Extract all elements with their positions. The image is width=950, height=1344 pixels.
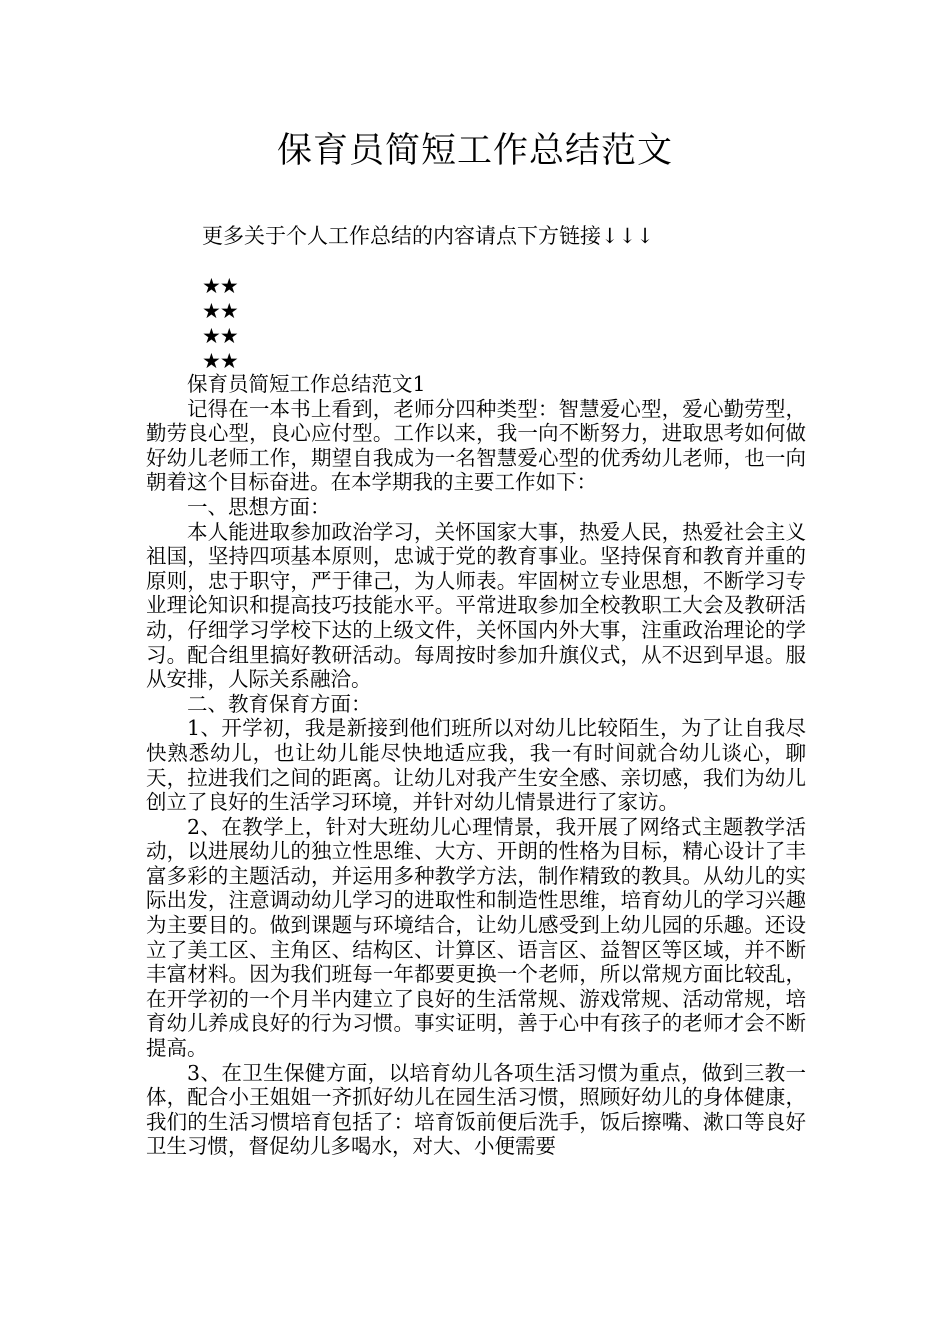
paragraph: 2、在教学上，针对大班幼儿心理情景，我开展了网络式主题教学活动，以进展幼儿的独立性思维、大方、开朗的性格为目标，精心设计了丰富多彩的主题活动，并运用多种教学方法，制作精致的教具。从幼儿的实际出发，注意调动幼儿学习的进取性和制造性思维，培育幼儿的学习兴趣为主要目的。做到课题与环境结合，让幼儿感受到上幼儿园的乐趣。还设立了美工区、主角区、结构区、计算区、语言区、益智区等区域，并不断丰富材料。因为我们班每一年都要更换一个老师，所以常规方面比较乱，在开学初的一个月半内建立了良好的生活常规、游戏常规、活动常规，培育幼儿养成良好的行为习惯。事实证明，善于心中有孩子的老师才会不断提高。 xyxy=(146,814,806,1061)
star-row: ★★ xyxy=(202,274,238,298)
star-row: ★★ xyxy=(202,349,238,373)
star-row: ★★ xyxy=(202,324,238,348)
paragraph: 3、在卫生保健方面，以培育幼儿各项生活习惯为重点，做到三教一体，配合小王姐姐一齐抓好幼儿在园生活习惯，照顾好幼儿的身体健康，我们的生活习惯培育包括了：培育饭前便后洗手，饭后擦嘴、漱口等良好卫生习惯，督促幼儿多喝水，对大、小便需要 xyxy=(146,1060,806,1159)
section-heading: 二、教育保育方面： xyxy=(187,691,372,716)
section-heading: 一、思想方面： xyxy=(187,494,331,519)
document-body xyxy=(146,372,806,1159)
paragraph: 记得在一本书上看到，老师分四种类型：智慧爱心型，爱心勤劳型，勤劳良心型，良心应付型。工作以来，我一向不断努力，进取思考如何做好幼儿老师工作，期望自我成为一名智慧爱心型的优秀幼儿老师，也一向朝着这个目标奋进。在本学期我的主要工作如下： xyxy=(146,396,806,495)
star-row: ★★ xyxy=(202,299,238,323)
paragraph: 1、开学初，我是新接到他们班所以对幼儿比较陌生，为了让自我尽快熟悉幼儿，也让幼儿能尽快地适应我，我一有时间就合幼儿谈心，聊天，拉进我们之间的距离。让幼儿对我产生安全感、亲切感，我们为幼儿创立了良好的生活学习环境，并针对幼儿情景进行了家访。 xyxy=(146,716,806,815)
section-heading: 保育员简短工作总结范文1 xyxy=(187,372,426,396)
paragraph: 本人能进取参加政治学习，关怀国家大事，热爱人民，热爱社会主义祖国，坚持四项基本原则，忠诚于党的教育事业。坚持保育和教育并重的原则，忠于职守，严于律己，为人师表。牢固树立专业思想，不断学习专业理论知识和提高技巧技能水平。平常进取参加全校教职工大会及教研活动，仔细学习学校下达的上级文件，关怀国内外大事，注重政治理论的学习。配合组里搞好教研活动。每周按时参加升旗仪式，从不迟到早退。服从安排，人际关系融洽。 xyxy=(146,519,806,692)
document-title: 保育员简短工作总结范文 xyxy=(276,131,673,171)
star-rating-block xyxy=(202,274,238,374)
link-hint-text: 更多关于个人工作总结的内容请点下方链接↓↓↓ xyxy=(202,224,654,248)
